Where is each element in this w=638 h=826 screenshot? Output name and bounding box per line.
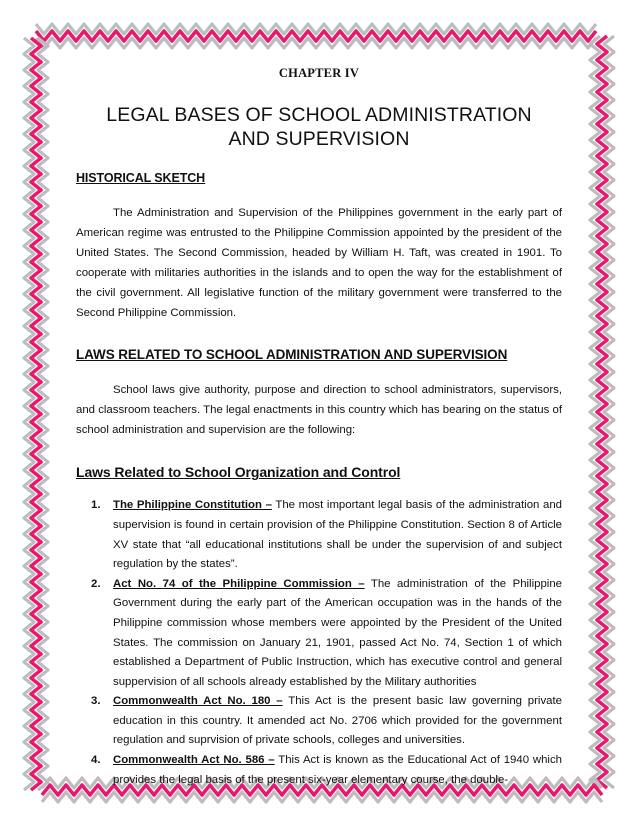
list-item [76, 692, 562, 751]
historical-sketch-heading: HISTORICAL SKETCH [76, 171, 206, 186]
page-title-line-1: LEGAL BASES OF SCHOOL ADMINISTRATION [106, 104, 532, 126]
list-item-text: The most important legal basis of the administration and supervision is found in certain provision of the Philippine Constitution. Section 8 of Article XV state that “all educational institutions shall be under the supervision of and subject regulation by the states”. [113, 499, 563, 571]
list-item-text: This Act is the present basic law governing private education in this country. It amended act No. 2706 which provided for the government regulation and suprvision of private schools, colleges and universities. [113, 695, 562, 747]
list-item-number: 3. [91, 695, 101, 708]
list-item-number: 4. [91, 754, 101, 767]
page-title-line-2: AND SUPERVISION [228, 128, 410, 151]
list-item-text: The administration of the Philippine Government during the early part of the American occupation was in the hands of the Philippine commission whose members were appointed by the President of the United States. The commission on January 21, 1901, passed Act No. 74, Section 1 of which established a Department of Public Instruction, which has executive control and general suppervision of all schools already established by the Military authorities [113, 577, 562, 688]
document-body [76, 66, 562, 790]
laws-paragraph: School laws give authority, purpose and direction to school administrators, supervisors, and classroom teachers. The legal enactments in this country which has bearing on the status of school administration and supervision are the following: [76, 384, 562, 437]
historical-sketch-paragraph: The Administration and Supervision of the Philippines government in the early part of American regime was entrusted to the Philippine Commission appointed by the president of the United States. The Second Commission, headed by William H. Taft, was created in 1901. To cooperate with militaries authorities in the islands and to open the way for the establishment of the civil government. All legislative function of the military government were transferred to the Second Philippine Commission. [76, 207, 562, 320]
list-item-number: 1. [91, 499, 101, 512]
chapter-label: CHAPTER IV [278, 66, 360, 80]
organization-law-list [76, 496, 562, 790]
list-item-number: 2. [91, 577, 101, 590]
laws-heading: LAWS RELATED TO SCHOOL ADMINISTRATION AND SUPERVISION [76, 347, 508, 363]
list-item-text: This Act is known as the Educational Act of 1940 which provides the legal basis of the present six-year elementary course, the double- [113, 754, 562, 786]
list-item [76, 575, 562, 693]
organization-heading: Laws Related to School Organization and Control [76, 464, 401, 481]
list-item [76, 751, 562, 790]
list-item-term: Act No. 74 of the Philippine Commission – [113, 577, 365, 590]
list-item [76, 496, 562, 574]
list-item-term: Commonwealth Act No. 180 – [113, 695, 283, 708]
list-item-term: The Philippine Constitution – [113, 499, 272, 512]
list-item-term: Commonwealth Act No. 586 – [113, 754, 275, 767]
page-title [76, 103, 562, 151]
